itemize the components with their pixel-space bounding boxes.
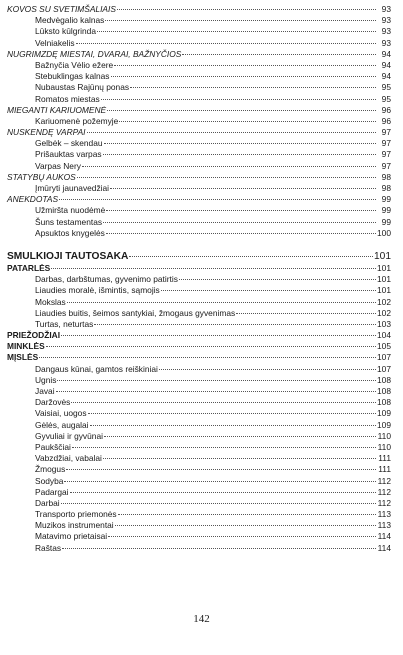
dot-leader — [111, 76, 377, 77]
toc-entry-page: 94 — [381, 71, 391, 82]
toc-entry — [7, 386, 391, 397]
dot-leader — [130, 87, 376, 88]
toc-entry-title: Bažnyčia Vėlio ežere — [35, 59, 114, 70]
toc-entry — [7, 375, 391, 386]
dot-leader — [97, 31, 376, 32]
toc-entry-page: 99 — [381, 194, 391, 205]
toc-entry-title: ANEKDOTAS — [7, 194, 59, 205]
toc-entry — [7, 341, 391, 352]
toc-entry-page: 112 — [377, 486, 391, 497]
toc-entry-title: Vabzdžiai, vabalai — [35, 453, 102, 464]
dot-leader — [103, 154, 376, 155]
toc-entry — [7, 520, 391, 531]
dot-leader — [107, 110, 376, 111]
toc-entry-title: Šuns testamentas — [35, 216, 103, 227]
toc-entry-page: 100 — [377, 227, 391, 238]
toc-entry — [7, 297, 391, 308]
toc-entry-title: Prišauktas varpas — [35, 149, 102, 160]
toc-entry-title: Varpas Nery — [35, 160, 81, 171]
toc-entry — [7, 330, 391, 341]
toc-entry — [7, 364, 391, 375]
toc-entry-title: Užmiršta nuodėmė — [35, 205, 106, 216]
toc-entry-title: Dangaus kūnai, gamtos reiškiniai — [35, 363, 158, 374]
toc-entry-page: 105 — [377, 341, 391, 352]
toc-entry-title: Velniakelis — [35, 37, 75, 48]
dot-leader — [87, 132, 377, 133]
dot-leader — [105, 20, 376, 21]
toc-entry — [7, 285, 391, 296]
toc-entry-page: 113 — [377, 520, 391, 531]
toc-entry — [7, 94, 391, 105]
dot-leader — [61, 335, 376, 336]
toc-entry — [7, 4, 391, 15]
toc-entry — [7, 149, 391, 160]
toc-entry-page: 113 — [377, 509, 391, 520]
toc-entry — [7, 420, 391, 431]
toc-entry-page: 93 — [381, 37, 391, 48]
toc-entry — [7, 442, 391, 453]
toc-entry — [7, 531, 391, 542]
dot-leader — [159, 369, 376, 370]
dot-leader — [46, 346, 376, 347]
toc-entry-page: 104 — [377, 330, 391, 341]
toc-entry — [7, 82, 391, 93]
dot-leader — [77, 177, 376, 178]
toc-entry-page: 108 — [377, 386, 391, 396]
dot-leader — [114, 65, 376, 66]
dot-leader — [76, 43, 376, 44]
toc-entry — [7, 194, 391, 205]
toc-entry-page: 97 — [381, 138, 391, 149]
toc-entry — [7, 319, 391, 330]
toc-entry — [7, 49, 391, 60]
dot-leader — [106, 210, 376, 211]
toc-entry-title: Darbas, darbštumas, gyvenimo patirtis — [35, 274, 178, 285]
toc-entry-title: Kariuomenė požemyje — [35, 115, 119, 126]
toc-entry-title: NUSKENDĘ VARPAI — [7, 127, 86, 138]
toc-entry — [7, 250, 391, 263]
dot-leader — [70, 492, 376, 493]
toc-entry-title: Ugnis — [35, 374, 57, 385]
toc-entry-title: Medvėgalio kalnas — [35, 15, 105, 26]
toc-entry — [7, 205, 391, 216]
dot-leader — [179, 279, 376, 280]
dot-leader — [161, 290, 376, 291]
dot-leader — [82, 166, 376, 167]
toc-entry-title: Raštas — [35, 542, 62, 553]
toc-entry-page: 97 — [381, 127, 391, 138]
dot-leader — [119, 121, 376, 122]
toc-entry-title: MINKLĖS — [7, 341, 45, 352]
toc-entry — [7, 397, 391, 408]
toc-entry-title: PRIEŽODŽIAI — [7, 330, 61, 341]
toc-entry-title: Gėlės, augalai — [35, 419, 89, 430]
dot-leader — [71, 402, 376, 403]
toc-entry-title: Mokslas — [35, 296, 66, 307]
toc-entry-title: Įmūryti jaunavedžiai — [35, 183, 110, 193]
toc-entry-page: 96 — [381, 104, 391, 115]
toc-entry-title: Transporto priemonės — [35, 509, 117, 520]
toc-entry — [7, 543, 391, 554]
toc-entry — [7, 116, 391, 127]
dot-leader — [104, 143, 376, 144]
toc-entry — [7, 308, 391, 319]
toc-entry — [7, 487, 391, 498]
toc-entry-page: 107 — [377, 352, 391, 363]
toc-entry-page: 93 — [381, 26, 391, 37]
toc-entry — [7, 228, 391, 239]
toc-entry-title: Gelbėk – skendau — [35, 138, 103, 149]
toc-entry-page: 93 — [381, 15, 391, 26]
toc-entry-page: 101 — [377, 274, 391, 285]
toc-entry — [7, 38, 391, 49]
toc-entry — [7, 183, 391, 194]
dot-leader — [129, 256, 373, 257]
toc-entry — [7, 408, 391, 419]
toc-entry — [7, 172, 391, 183]
toc-entry — [7, 15, 391, 26]
toc-entry-page: 101 — [374, 250, 391, 262]
toc-entry-page: 109 — [377, 419, 391, 430]
toc-entry-page: 99 — [381, 216, 391, 227]
dot-leader — [103, 458, 376, 459]
dot-leader — [66, 469, 376, 470]
toc-entry-title: Matavimo prietaisai — [35, 531, 108, 542]
toc-entry-title: STATYBŲ AUKOS — [7, 171, 76, 182]
toc-entry-page: 97 — [381, 160, 391, 171]
toc-entry — [7, 476, 391, 487]
toc-entry-title: Sodyba — [35, 475, 64, 486]
dot-leader — [57, 380, 376, 381]
toc-entry — [7, 274, 391, 285]
toc-entry — [7, 217, 391, 228]
toc-entry — [7, 105, 391, 116]
dot-leader — [117, 9, 376, 10]
toc-entry-page: 98 — [381, 183, 391, 193]
dot-leader — [108, 536, 376, 537]
toc-entry-page: 114 — [377, 531, 391, 542]
toc-entry-page: 94 — [381, 59, 391, 70]
toc-entry-title: MIEGANTI KARIUOMENĖ — [7, 104, 107, 115]
toc-entry-title: MĮSLĖS — [7, 352, 39, 363]
dot-leader — [103, 222, 376, 223]
dot-leader — [51, 268, 376, 269]
dot-leader — [110, 188, 376, 189]
dot-leader — [67, 302, 376, 303]
toc-entry — [7, 26, 391, 37]
dot-leader — [106, 233, 376, 234]
toc-entry-page: 110 — [377, 441, 391, 452]
toc-entry-title: Stebuklingas kalnas — [35, 71, 110, 82]
dot-leader — [59, 199, 376, 200]
dot-leader — [62, 548, 376, 549]
toc-entry — [7, 464, 391, 475]
toc-entry-title: Nubaustas Rajūnų ponas — [35, 82, 130, 93]
toc-entry-page: 107 — [377, 363, 391, 374]
toc-entry-title: Gyvuliai ir gyvūnai — [35, 430, 103, 441]
toc-entry-page: 112 — [377, 475, 391, 486]
toc-entry-page: 112 — [377, 497, 391, 508]
dot-leader — [101, 99, 376, 100]
dot-leader — [90, 425, 376, 426]
toc-entry-page: 110 — [377, 430, 391, 441]
dot-leader — [39, 357, 376, 358]
page-number: 142 — [193, 613, 210, 625]
dot-leader — [64, 481, 376, 482]
toc-entry-title: Vaisiai, uogos — [35, 408, 87, 419]
dot-leader — [118, 514, 376, 515]
toc-entry-title: Lūksto kūlgrinda — [35, 26, 96, 37]
toc-entry-title: Darbai — [35, 497, 60, 508]
toc-entry-title: KOVOS SU SVETIMŠALIAIS — [7, 4, 116, 14]
toc-entry — [7, 352, 391, 363]
toc-entry-page: 98 — [381, 171, 391, 182]
toc-entry — [7, 127, 391, 138]
toc-entry-title: Romatos miestas — [35, 93, 100, 104]
toc-entry — [7, 138, 391, 149]
dot-leader — [94, 324, 376, 325]
toc-entry — [7, 263, 391, 274]
toc-entry — [7, 509, 391, 520]
dot-leader — [115, 525, 376, 526]
dot-leader — [104, 436, 376, 437]
toc-entry-title: Apsuktos knygelės — [35, 227, 105, 238]
toc-entry-page: 93 — [381, 4, 391, 14]
dot-leader — [182, 54, 376, 55]
toc-entry — [7, 71, 391, 82]
toc-entry-page: 97 — [381, 149, 391, 160]
toc-entry-page: 108 — [377, 374, 391, 385]
dot-leader — [72, 447, 376, 448]
toc-entry-page: 109 — [377, 408, 391, 419]
toc-entry-title: Liaudies buitis, šeimos santykiai, žmogaus gyvenimas — [35, 307, 236, 318]
toc-entry-page: 103 — [377, 318, 391, 329]
dot-leader — [56, 391, 376, 392]
toc-entry-title: Turtas, neturtas — [35, 318, 94, 329]
toc-entry-title: Žmogus — [35, 464, 66, 475]
toc-entry-page: 101 — [377, 262, 391, 273]
toc-entry-title: Liaudies moralė, išmintis, sąmojis — [35, 285, 160, 296]
toc-entry — [7, 161, 391, 172]
toc-entry-page: 95 — [381, 82, 391, 93]
toc-entry-title: Javai — [35, 386, 55, 396]
toc-entry — [7, 431, 391, 442]
toc-entry-page: 94 — [381, 48, 391, 59]
toc-entry — [7, 453, 391, 464]
toc-entry-page: 102 — [377, 296, 391, 307]
toc-entry-page: 111 — [378, 464, 391, 475]
toc-entry-title: Paukščiai — [35, 441, 71, 452]
table-of-contents — [7, 4, 391, 554]
dot-leader — [61, 503, 376, 504]
toc-entry-page: 96 — [381, 115, 391, 126]
toc-entry-title: Muzikos instrumentai — [35, 520, 114, 531]
toc-entry-title: Daržovės — [35, 397, 71, 408]
toc-entry-title: NUGRIMZDĘ MIESTAI, DVARAI, BAŽNYČIOS — [7, 48, 182, 59]
toc-entry — [7, 498, 391, 509]
toc-entry-page: 101 — [377, 285, 391, 296]
toc-entry-title: Padargai — [35, 486, 69, 497]
toc-entry-page: 99 — [381, 205, 391, 216]
toc-entry-page: 114 — [377, 542, 391, 553]
toc-entry-page: 102 — [377, 307, 391, 318]
dot-leader — [236, 313, 376, 314]
toc-entry-title: PATARLĖS — [7, 262, 51, 273]
dot-leader — [88, 413, 376, 414]
toc-entry-title: SMULKIOJI TAUTOSAKA — [7, 250, 129, 262]
toc-entry-page: 111 — [378, 453, 391, 464]
toc-entry — [7, 60, 391, 71]
toc-entry-page: 108 — [377, 397, 391, 408]
toc-entry-page: 95 — [381, 93, 391, 104]
